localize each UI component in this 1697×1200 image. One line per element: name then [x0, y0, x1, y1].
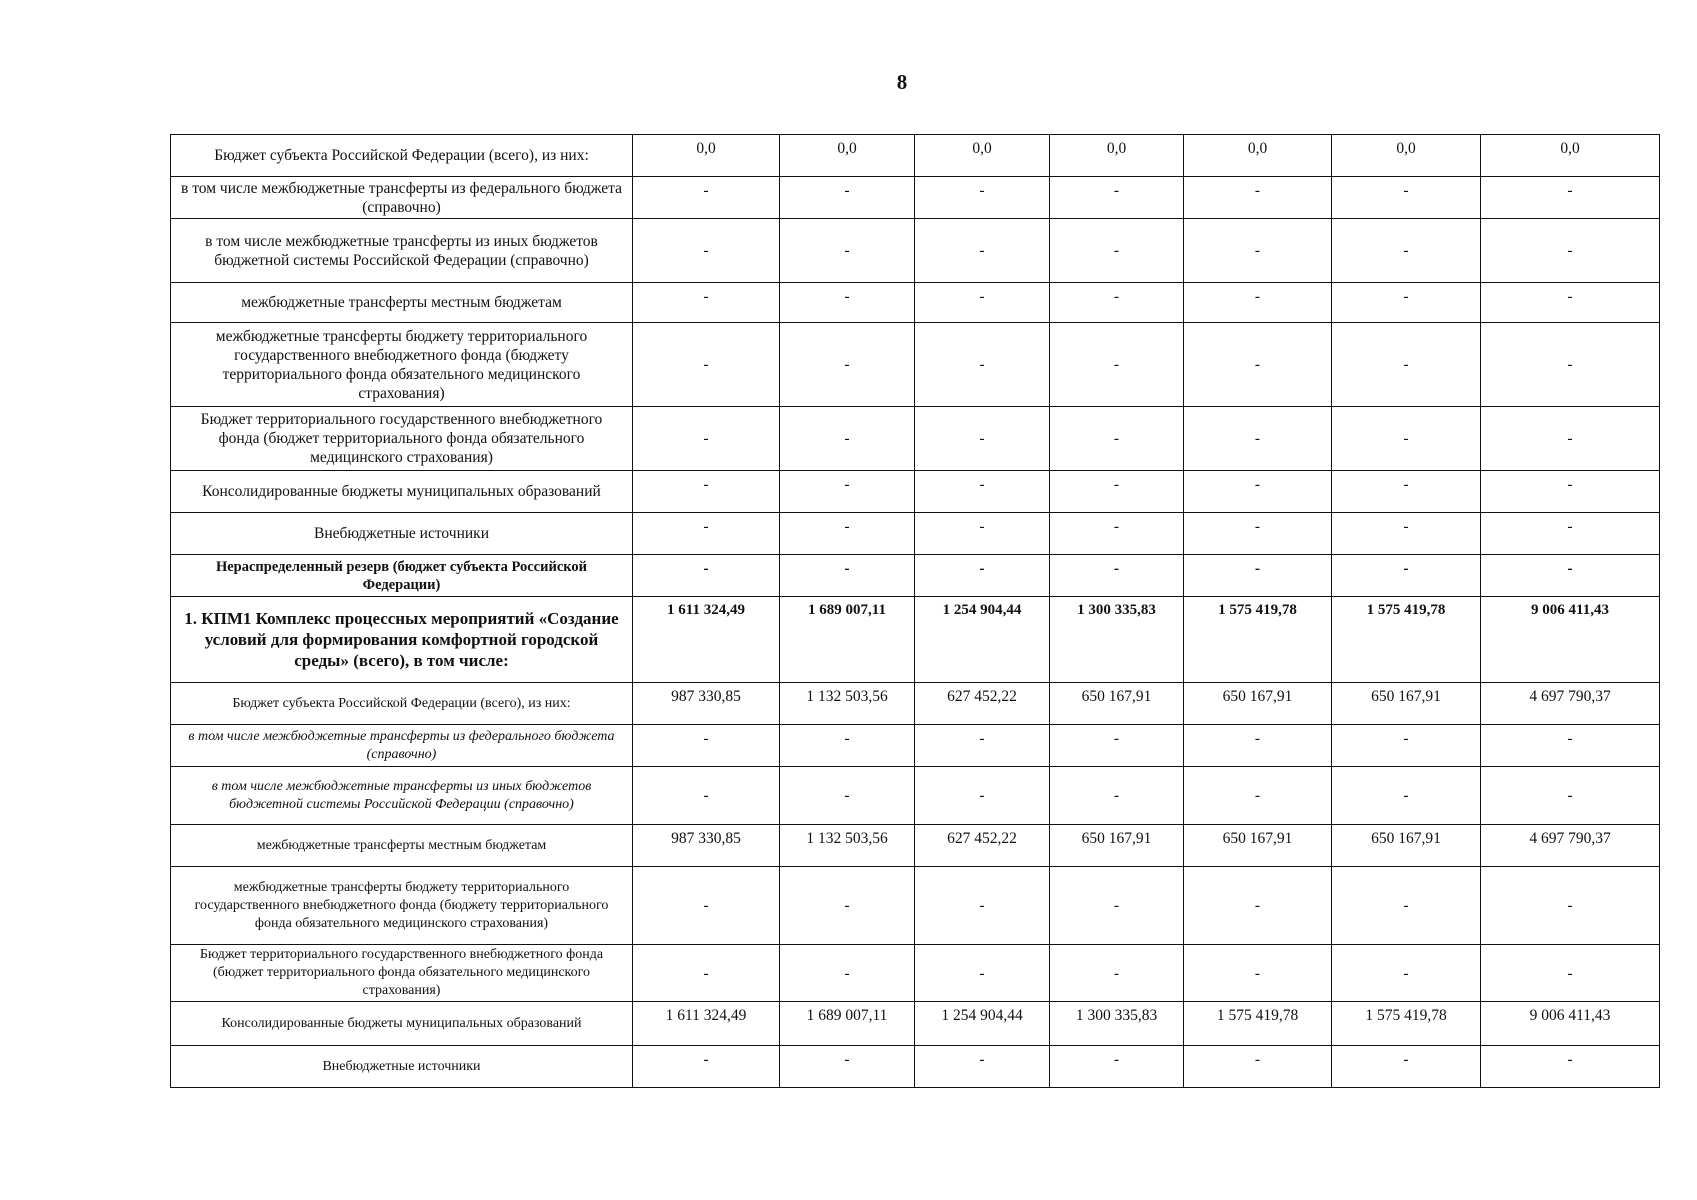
value-cell: -	[1184, 945, 1332, 1002]
value-cell: -	[1332, 219, 1481, 283]
value-cell: -	[915, 323, 1050, 407]
value-cell: 1 254 904,44	[915, 1002, 1050, 1046]
value-cell: -	[1332, 283, 1481, 323]
value-cell: -	[780, 323, 915, 407]
value-cell: -	[1481, 1046, 1660, 1088]
value-cell: 650 167,91	[1332, 825, 1481, 867]
value-cell: 1 300 335,83	[1050, 597, 1184, 683]
value-cell: -	[915, 1046, 1050, 1088]
row-label: межбюджетные трансферты бюджету территориального государственного внебюджетного фонда (бюджету территориального фонда обязательного медицинского страхования)	[171, 323, 633, 407]
table-row	[171, 597, 1660, 683]
table-row	[171, 177, 1660, 219]
row-label: Бюджет территориального государственного внебюджетного фонда (бюджет территориального фонда обязательного медицинского страхования)	[171, 407, 633, 471]
value-cell: 650 167,91	[1184, 683, 1332, 725]
value-cell: -	[915, 945, 1050, 1002]
value-cell: -	[780, 407, 915, 471]
value-cell: -	[1481, 945, 1660, 1002]
value-cell: -	[633, 471, 780, 513]
table-row	[171, 825, 1660, 867]
value-cell: -	[1481, 513, 1660, 555]
value-cell: -	[780, 1046, 915, 1088]
value-cell: 1 611 324,49	[633, 1002, 780, 1046]
row-label: в том числе межбюджетные трансферты из иных бюджетов бюджетной системы Российской Федерации (справочно)	[171, 219, 633, 283]
value-cell: -	[915, 867, 1050, 945]
value-cell: -	[1184, 407, 1332, 471]
table-row	[171, 767, 1660, 825]
value-cell: -	[633, 177, 780, 219]
value-cell: -	[780, 767, 915, 825]
value-cell: -	[633, 407, 780, 471]
table-row	[171, 323, 1660, 407]
value-cell: -	[633, 725, 780, 767]
value-cell: -	[915, 219, 1050, 283]
value-cell: -	[1481, 471, 1660, 513]
value-cell: -	[1332, 725, 1481, 767]
value-cell: 0,0	[1332, 135, 1481, 177]
value-cell: 1 575 419,78	[1184, 1002, 1332, 1046]
value-cell: -	[633, 1046, 780, 1088]
value-cell: -	[1481, 725, 1660, 767]
value-cell: -	[1332, 555, 1481, 597]
value-cell: -	[1481, 283, 1660, 323]
value-cell: 0,0	[915, 135, 1050, 177]
row-label: Консолидированные бюджеты муниципальных образований	[171, 471, 633, 513]
value-cell: 1 132 503,56	[780, 683, 915, 725]
budget-table	[170, 134, 1660, 1088]
value-cell: -	[1481, 867, 1660, 945]
table-row	[171, 219, 1660, 283]
value-cell: 4 697 790,37	[1481, 683, 1660, 725]
row-label: межбюджетные трансферты бюджету территориального государственного внебюджетного фонда (бюджету территориального фонда обязательного медицинского страхования)	[171, 867, 633, 945]
table-row	[171, 683, 1660, 725]
value-cell: -	[1332, 867, 1481, 945]
value-cell: 1 689 007,11	[780, 597, 915, 683]
value-cell: -	[1184, 323, 1332, 407]
value-cell: 1 575 419,78	[1332, 597, 1481, 683]
value-cell: 1 689 007,11	[780, 1002, 915, 1046]
value-cell: -	[1050, 323, 1184, 407]
table-row	[171, 283, 1660, 323]
value-cell: -	[1050, 555, 1184, 597]
table-row	[171, 945, 1660, 1002]
table-row	[171, 471, 1660, 513]
value-cell: 1 300 335,83	[1050, 1002, 1184, 1046]
value-cell: -	[780, 513, 915, 555]
value-cell: -	[915, 177, 1050, 219]
value-cell: 9 006 411,43	[1481, 597, 1660, 683]
row-label: Консолидированные бюджеты муниципальных образований	[171, 1002, 633, 1046]
value-cell: 0,0	[1184, 135, 1332, 177]
value-cell: -	[1481, 323, 1660, 407]
value-cell: -	[633, 513, 780, 555]
value-cell: 1 575 419,78	[1184, 597, 1332, 683]
value-cell: -	[780, 219, 915, 283]
value-cell: -	[915, 513, 1050, 555]
value-cell: -	[1481, 407, 1660, 471]
row-label: Внебюджетные источники	[171, 513, 633, 555]
value-cell: -	[1332, 513, 1481, 555]
value-cell: -	[1481, 767, 1660, 825]
value-cell: -	[780, 283, 915, 323]
value-cell: 627 452,22	[915, 683, 1050, 725]
value-cell: -	[633, 219, 780, 283]
value-cell: -	[780, 471, 915, 513]
value-cell: -	[633, 555, 780, 597]
value-cell: 4 697 790,37	[1481, 825, 1660, 867]
row-label: в том числе межбюджетные трансферты из федерального бюджета (справочно)	[171, 177, 633, 219]
value-cell: 0,0	[780, 135, 915, 177]
value-cell: -	[915, 283, 1050, 323]
value-cell: -	[1184, 725, 1332, 767]
value-cell: -	[1184, 767, 1332, 825]
value-cell: 987 330,85	[633, 683, 780, 725]
value-cell: -	[780, 555, 915, 597]
value-cell: 1 254 904,44	[915, 597, 1050, 683]
value-cell: 0,0	[1481, 135, 1660, 177]
value-cell: -	[1050, 471, 1184, 513]
value-cell: 987 330,85	[633, 825, 780, 867]
row-label: Бюджет субъекта Российской Федерации (всего), из них:	[171, 135, 633, 177]
value-cell: 650 167,91	[1050, 683, 1184, 725]
value-cell: -	[915, 555, 1050, 597]
table-body	[171, 135, 1660, 1088]
value-cell: -	[1050, 1046, 1184, 1088]
value-cell: -	[1184, 471, 1332, 513]
row-label: Внебюджетные источники	[171, 1046, 633, 1088]
value-cell: -	[780, 725, 915, 767]
value-cell: -	[1332, 323, 1481, 407]
row-label: Бюджет субъекта Российской Федерации (всего), из них:	[171, 683, 633, 725]
value-cell: -	[633, 867, 780, 945]
table-row	[171, 1046, 1660, 1088]
value-cell: -	[780, 177, 915, 219]
row-label: межбюджетные трансферты местным бюджетам	[171, 825, 633, 867]
value-cell: -	[633, 767, 780, 825]
value-cell: -	[633, 323, 780, 407]
table-row	[171, 725, 1660, 767]
value-cell: -	[1050, 513, 1184, 555]
value-cell: 650 167,91	[1332, 683, 1481, 725]
row-label: Бюджет территориального государственного внебюджетного фонда (бюджет территориального фонда обязательного медицинского страхования)	[171, 945, 633, 1002]
value-cell: -	[1184, 219, 1332, 283]
value-cell: -	[1332, 177, 1481, 219]
value-cell: 0,0	[633, 135, 780, 177]
value-cell: -	[1050, 177, 1184, 219]
value-cell: -	[1332, 471, 1481, 513]
table-row	[171, 407, 1660, 471]
table-row	[171, 513, 1660, 555]
row-label: Нераспределенный резерв (бюджет субъекта Российской Федерации)	[171, 555, 633, 597]
value-cell: -	[915, 471, 1050, 513]
table-row	[171, 135, 1660, 177]
value-cell: -	[915, 725, 1050, 767]
page-number: 8	[896, 70, 908, 94]
value-cell: -	[1050, 945, 1184, 1002]
value-cell: -	[1332, 945, 1481, 1002]
value-cell: -	[1184, 513, 1332, 555]
value-cell: -	[1050, 283, 1184, 323]
value-cell: -	[1184, 555, 1332, 597]
value-cell: -	[1050, 219, 1184, 283]
row-label: 1. КПМ1 Комплекс процессных мероприятий «Создание условий для формирования комфортной городской среды» (всего), в том числе:	[171, 597, 633, 683]
value-cell: -	[633, 283, 780, 323]
value-cell: -	[633, 945, 780, 1002]
value-cell: -	[1184, 177, 1332, 219]
value-cell: 9 006 411,43	[1481, 1002, 1660, 1046]
table-row	[171, 867, 1660, 945]
row-label: в том числе межбюджетные трансферты из иных бюджетов бюджетной системы Российской Федерации (справочно)	[171, 767, 633, 825]
value-cell: -	[915, 407, 1050, 471]
value-cell: -	[1332, 407, 1481, 471]
value-cell: -	[780, 945, 915, 1002]
value-cell: 0,0	[1050, 135, 1184, 177]
value-cell: 650 167,91	[1050, 825, 1184, 867]
value-cell: 1 575 419,78	[1332, 1002, 1481, 1046]
value-cell: 627 452,22	[915, 825, 1050, 867]
value-cell: -	[1184, 283, 1332, 323]
table-row	[171, 555, 1660, 597]
value-cell: -	[1481, 177, 1660, 219]
value-cell: 1 611 324,49	[633, 597, 780, 683]
value-cell: -	[1481, 555, 1660, 597]
value-cell: -	[780, 867, 915, 945]
value-cell: -	[1050, 767, 1184, 825]
value-cell: -	[1332, 1046, 1481, 1088]
table-row	[171, 1002, 1660, 1046]
value-cell: -	[1481, 219, 1660, 283]
value-cell: 650 167,91	[1184, 825, 1332, 867]
row-label: в том числе межбюджетные трансферты из федерального бюджета (справочно)	[171, 725, 633, 767]
value-cell: -	[1050, 867, 1184, 945]
value-cell: -	[1184, 1046, 1332, 1088]
value-cell: -	[1184, 867, 1332, 945]
row-label: межбюджетные трансферты местным бюджетам	[171, 283, 633, 323]
value-cell: -	[915, 767, 1050, 825]
value-cell: 1 132 503,56	[780, 825, 915, 867]
value-cell: -	[1050, 725, 1184, 767]
value-cell: -	[1332, 767, 1481, 825]
value-cell: -	[1050, 407, 1184, 471]
